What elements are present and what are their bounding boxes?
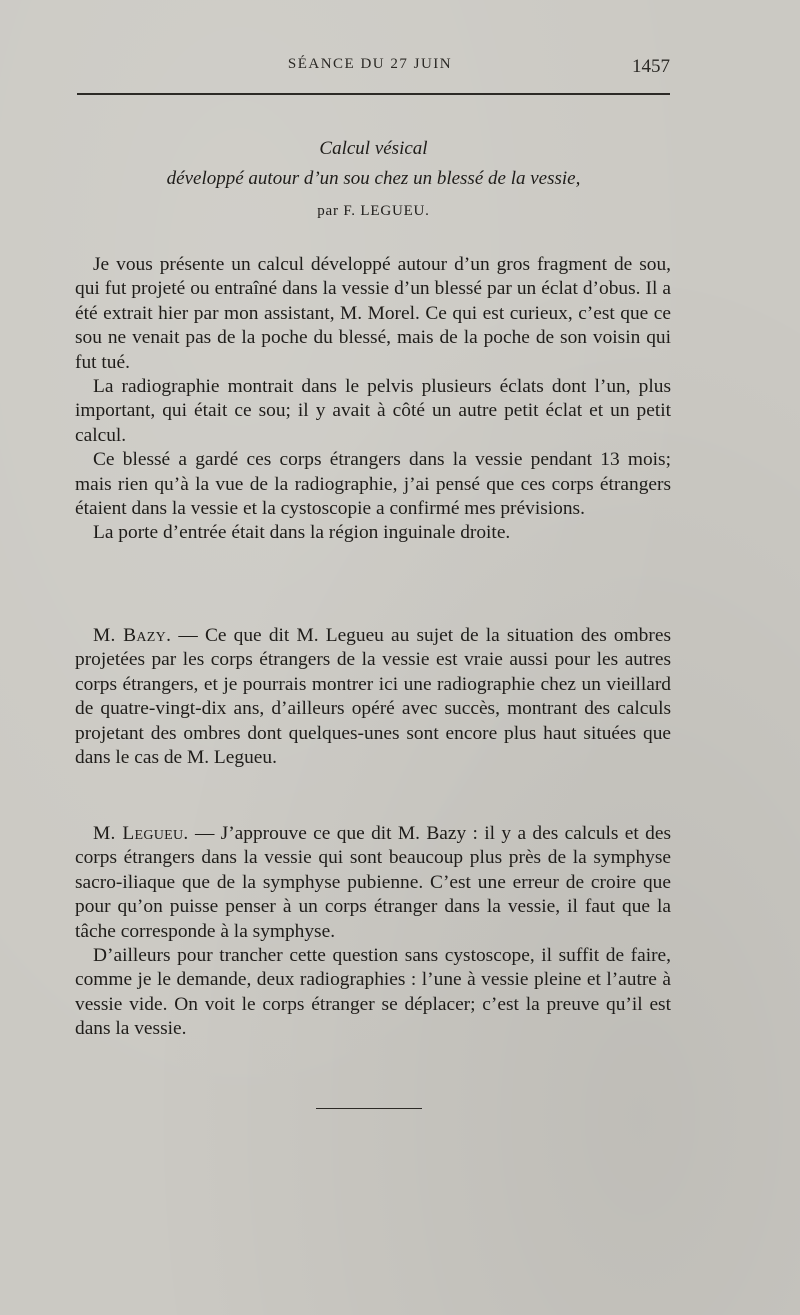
article-paragraph: Ce blessé a gardé ces corps étrangers dans la vessie pendant 13 mois; mais rien qu’à la vue de la radiographie, j’ai pensé que ces corps étrangers étaient dans la vessie et la cystoscopie a confirmé mes prévisions. [75,449,671,520]
article-title-line-1: Calcul vésical [319,138,428,159]
bazy-paragraph [75,624,671,770]
legueu-remark [75,822,671,1042]
end-rule [316,1108,422,1109]
speaker-legueu: M. Legueu. [93,823,189,844]
legueu-paragraph [75,822,671,944]
article-title [77,134,670,194]
bazy-remark [75,624,671,770]
byline: par F. LEGUEU. [317,203,430,219]
running-title: SÉANCE DU 27 JUIN [287,56,453,72]
running-head [0,56,800,80]
bazy-text: — Ce que dit M. Legueu au sujet de la situation des ombres projetées par les corps étrangers de la vessie est vraie aussi pour les autres corps étrangers, et je pourrais montrer ici une radiographie chez un vieillard de quatre-vingt-dix ans, d’ailleurs opéré avec succès, montrant des calculs projetant des ombres dont quelques-unes sont encore plus haut situées que dans le cas de M. Legueu. [75,625,671,769]
article-paragraph: La radiographie montrait dans le pelvis plusieurs éclats dont l’un, plus important, qui était ce sou; il y avait à côté un autre petit éclat et un petit calcul. [75,376,671,446]
article-paragraph: La porte d’entrée était dans la région inguinale droite. [93,522,511,544]
page-number: 1457 [632,56,670,77]
article-body [75,253,671,546]
article-title-line-2: développé autour d’un sou chez un blessé de la vessie, [166,168,581,189]
article-paragraph: Je vous présente un calcul développé autour d’un gros fragment de sou, qui fut projeté ou entraîné dans la vessie d’un blessé par un éclat d’obus. Il a été extrait hier par mon assistant, M. Morel. Ce qui est curieux, c’est que ce sou ne venait pas de la poche du blessé, mais de la poche de son voisin qui fut tué. [75,254,671,373]
speaker-bazy: M. Bazy. [93,625,172,646]
legueu-text: — J’approuve ce que dit M. Bazy : il y a des calculs et des corps étrangers dans la vessie qui sont beaucoup plus près de la symphyse sacro-iliaque que de la symphyse pubienne. C’est une erreur de croire que pour qu’on puisse penser à un corps étranger dans la vessie, il faut que la tâche corresponde à la symphyse. [75,823,671,942]
legueu-paragraph-2: D’ailleurs pour trancher cette question sans cystoscope, il suffit de faire, comme je le demande, deux radiographies : l’une à vessie pleine et l’autre à vessie vide. On voit le corps étranger se déplacer; c’est la preuve qu’il est dans la vessie. [75,945,671,1040]
header-rule [77,93,670,95]
